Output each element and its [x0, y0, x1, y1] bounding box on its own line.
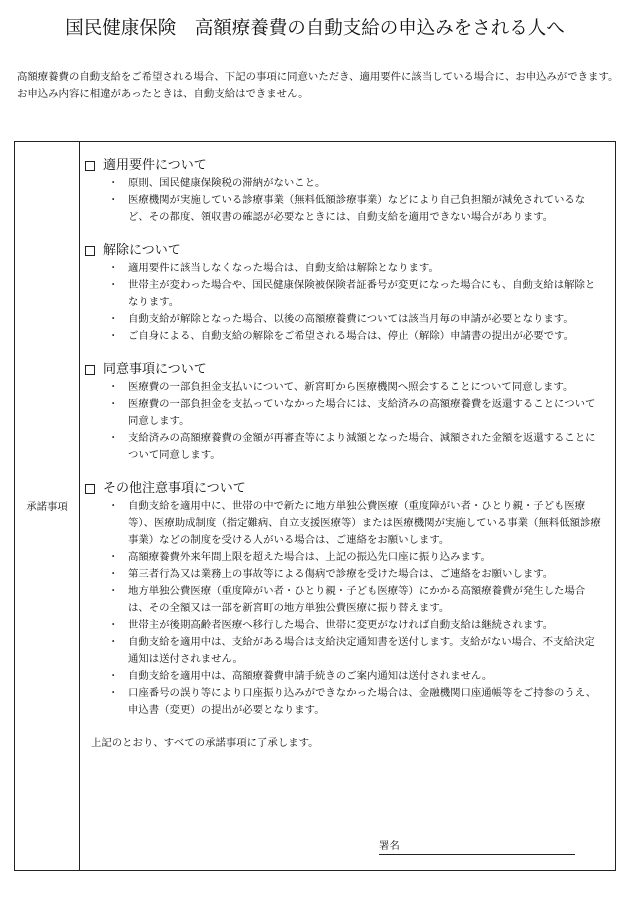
- list-item: ・ 地方単独公費医療（重度障がい者・ひとり親・子ども医療等）にかかる高額療養費が発生した場合は、その全額又は一部を新宮町の地方単独公費医療に振り替えます。: [108, 585, 586, 614]
- checkbox-cancellation[interactable]: [85, 246, 95, 256]
- intro-paragraph: 高額療養費の自動支給をご希望される場合、下記の事項に同意いただき、適用要件に該当している場合に、お申込みができます。: [17, 71, 619, 83]
- bullet-icon: ・: [108, 279, 119, 291]
- intro-text: [17, 69, 619, 103]
- section-agreement: [85, 361, 605, 464]
- bullet-icon: ・: [108, 636, 119, 648]
- list-item: ・ 世帯主が変わった場合や、国民健康保険被保険者証番号が変更になった場合にも、自動支給は解除となります。: [108, 279, 596, 308]
- section-other-notes: [85, 480, 605, 719]
- bullet-icon: ・: [108, 670, 119, 682]
- consent-content: [85, 157, 605, 752]
- list-item: ・ 自動支給を適用中は、支給がある場合は支給決定通知書を送付します。支給がない場合、不支給決定通知は送付されません。: [108, 636, 595, 665]
- section-heading: [85, 480, 605, 498]
- closing-statement: 上記のとおり、すべての承諾事項に了承します。: [91, 737, 319, 749]
- bullet-icon: ・: [108, 313, 119, 325]
- list-item: ・ 第三者行為又は業務上の事故等による傷病で診療を受けた場合は、ご連絡をお願いします。: [85, 566, 605, 583]
- list-item: ・ 口座番号の誤り等により口座振り込みができなかった場合は、金融機関口座通帳等をご持参のうえ、申込書（変更）の提出が必要となります。: [108, 687, 597, 716]
- section-title: 適用要件について: [103, 158, 207, 173]
- bullet-icon: ・: [108, 585, 119, 597]
- list-item: ・ 医療費の一部負担金支払いについて、新宮町から医療機関へ照会することについて同意します。: [85, 379, 605, 396]
- checkbox-agreement[interactable]: [85, 365, 95, 375]
- list-item: ・ 適用要件に該当しなくなった場合は、自動支給は解除となります。: [85, 260, 605, 277]
- list-item: ・ 医療費の一部負担金を支払っていなかった場合には、支給済みの高額療養費を返還することについて同意します。: [108, 398, 596, 427]
- consent-label: 承諾事項: [26, 501, 68, 513]
- section-title: その他注意事項について: [103, 481, 246, 496]
- section-cancellation: [85, 242, 605, 345]
- intro-paragraph: お申込み内容に相違があったときは、自動支給はできません。: [17, 88, 309, 100]
- section-heading: [85, 242, 605, 260]
- bullet-icon: ・: [108, 432, 119, 444]
- table-divider: [79, 142, 80, 870]
- section-heading: [85, 157, 605, 175]
- section-title: 解除について: [103, 243, 181, 258]
- list-item: ・ 医療機関が実施している診療事業（無料低額診療事業）などにより自己負担額が減免されているなど、その都度、領収書の確認が必要なときには、自動支給を適用できない場合があります。: [108, 194, 586, 223]
- bullet-icon: ・: [108, 177, 119, 189]
- list-item: ・ 自動支給が解除となった場合、以後の高額療養費については該当月毎の申請が必要となります。: [85, 311, 605, 328]
- checkbox-eligibility[interactable]: [85, 161, 95, 171]
- list-item: ・ 支給済みの高額療養費の金額が再審査等により減額となった場合、減額された金額を返還することについて同意します。: [108, 432, 596, 461]
- bullet-icon: ・: [108, 500, 119, 512]
- signature-field[interactable]: [379, 838, 575, 855]
- section-title: 同意事項について: [103, 362, 207, 377]
- bullet-icon: ・: [108, 551, 119, 563]
- bullet-icon: ・: [108, 398, 119, 410]
- list-item: ・ 自動支給を適用中は、高額療養費申請手続きのご案内通知は送付されません。: [85, 668, 605, 685]
- section-eligibility: [85, 157, 605, 226]
- bullet-icon: ・: [108, 194, 119, 206]
- bullet-icon: ・: [108, 381, 119, 393]
- checkbox-other-notes[interactable]: [85, 484, 95, 494]
- list-item: ・ 自動支給を適用中に、世帯の中で新たに地方単独公費医療（重度障がい者・ひとり親・子ども医療等）、医療助成制度（指定難病、自立支援医療等）または医療機関が実施している事業（無料低額診療事業）などの制度を受ける人がいる場合は、ご連絡をお願いします。: [108, 500, 601, 546]
- list-item: ・ 世帯主が後期高齢者医療へ移行した場合、世帯に変更がなければ自動支給は継続されます。: [85, 617, 605, 634]
- page-title: 国民健康保険 高額療養費の自動支給の申込みをされる人へ: [65, 18, 565, 39]
- list-item: ・ ご自身による、自動支給の解除をご希望される場合は、停止（解除）申請書の提出が必要です。: [85, 328, 605, 345]
- bullet-icon: ・: [108, 262, 119, 274]
- signature-label: 署名: [379, 840, 400, 852]
- bullet-icon: ・: [108, 619, 119, 631]
- list-item: ・ 原則、国民健康保険税の滞納がないこと。: [85, 175, 605, 192]
- consent-table: [14, 141, 616, 871]
- bullet-icon: ・: [108, 568, 119, 580]
- section-heading: [85, 361, 605, 379]
- bullet-icon: ・: [108, 687, 119, 699]
- bullet-icon: ・: [108, 330, 119, 342]
- list-item: ・ 高額療養費外来年間上限を超えた場合は、上記の振込先口座に振り込みます。: [85, 549, 605, 566]
